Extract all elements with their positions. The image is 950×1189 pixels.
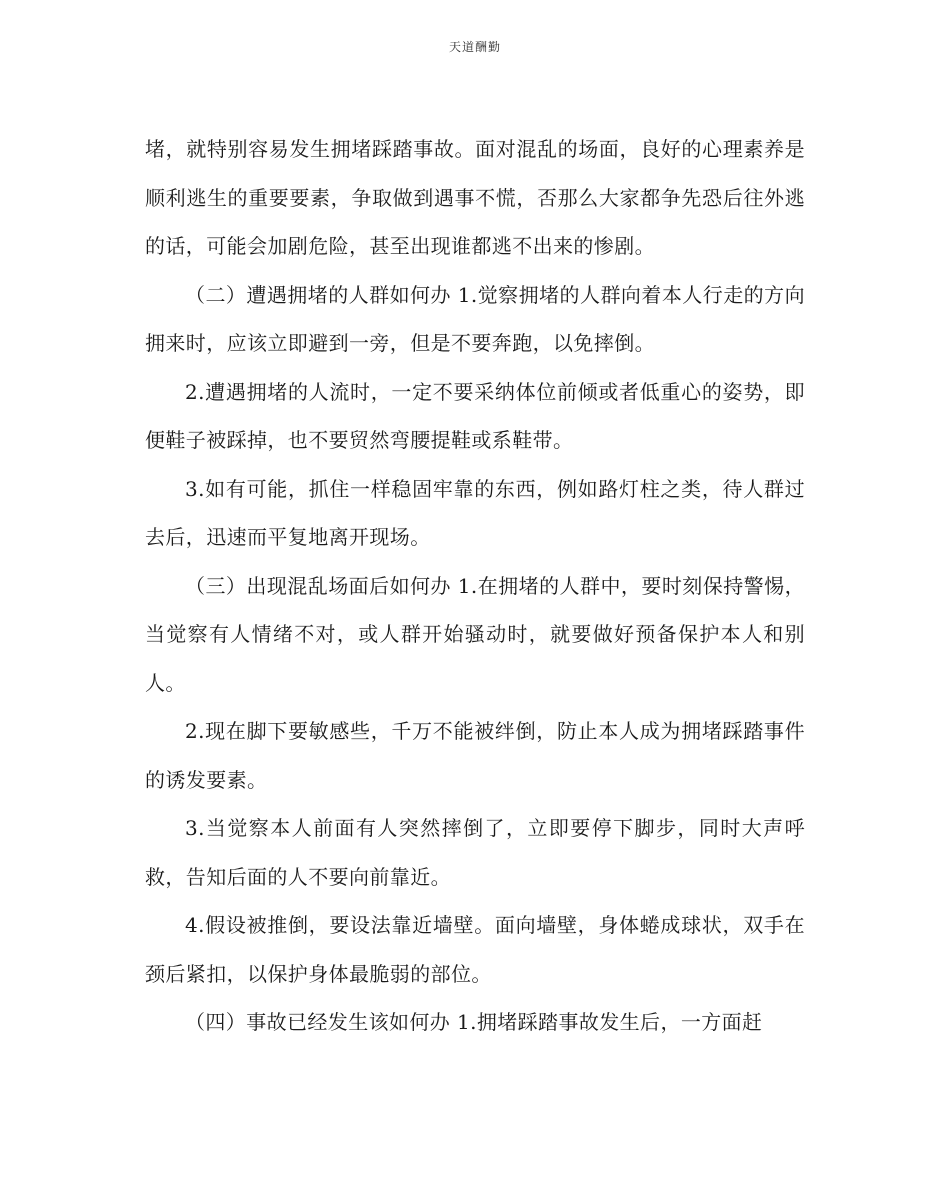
paragraph-8: 4.假设被推倒，要设法靠近墙壁。面向墙壁，身体蜷成球状，双手在颈后紧扣，以保护身体最脆弱的部位。 [145, 913, 805, 986]
paragraph-2: （二）遭遇拥堵的人群如何办 1.觉察拥堵的人群向着本人行走的方向拥来时，应该立即避到一旁，但是不要奔跑，以免摔倒。 [145, 282, 805, 355]
paragraph-1: 堵，就特别容易发生拥堵踩踏事故。面对混乱的场面，良好的心理素养是顺利逃生的重要要素，争取做到遇事不慌，否那么大家都争先恐后往外逃的话，可能会加剧危险，甚至出现谁都逃不出来的惨剧。 [145, 137, 805, 258]
paragraph-3: 2.遭遇拥堵的人流时，一定不要采纳体位前倾或者低重心的姿势，即便鞋子被踩掉，也不要贸然弯腰提鞋或系鞋带。 [145, 379, 805, 452]
paragraph-7: 3.当觉察本人前面有人突然摔倒了，立即要停下脚步，同时大声呼救，告知后面的人不要向前靠近。 [145, 816, 805, 889]
paragraph-5: （三）出现混乱场面后如何办 1.在拥堵的人群中，要时刻保持警惕，当觉察有人情绪不对，或人群开始骚动时，就要做好预备保护本人和别人。 [145, 573, 805, 695]
document-body [145, 125, 805, 1047]
paragraph-6: 2.现在脚下要敏感些，千万不能被绊倒，防止本人成为拥堵踩踏事件的诱发要素。 [145, 719, 805, 792]
paragraph-4: 3.如有可能，抓住一样稳固牢靠的东西，例如路灯柱之类，待人群过去后，迅速而平复地离开现场。 [145, 476, 805, 549]
page-header: 天道酬勤 [448, 40, 501, 54]
paragraph-9: （四）事故已经发生该如何办 1.拥堵踩踏事故发生后，一方面赶 [185, 1010, 763, 1034]
